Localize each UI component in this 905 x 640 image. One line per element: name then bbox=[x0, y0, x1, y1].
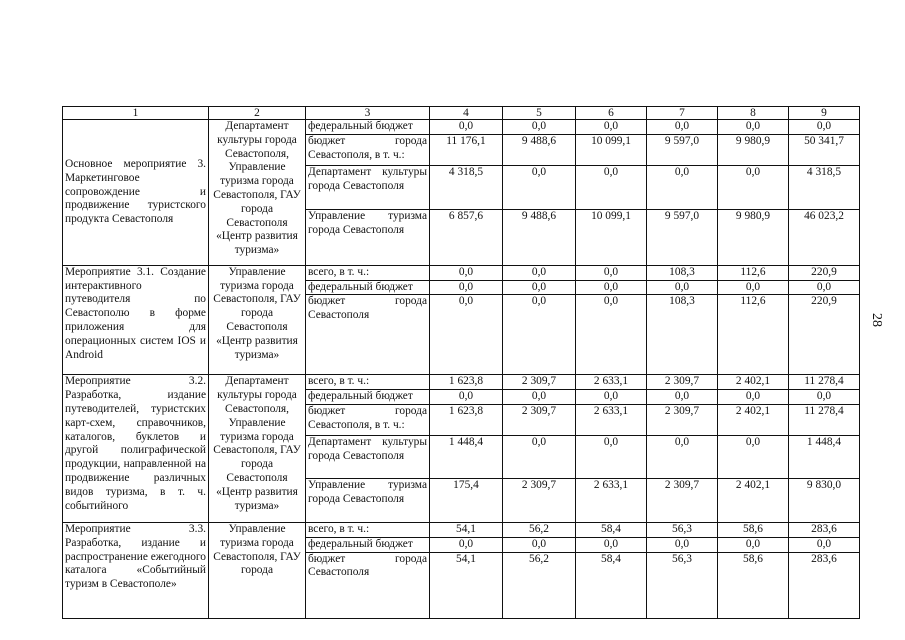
executor-cell: Департамент культуры города Севастополя, Управление туризма города Севастополя, ГАУ города Севастополя «Центр развития туризма» bbox=[209, 120, 306, 266]
amount-cell-year-5: 0,0 bbox=[718, 435, 789, 478]
event-name-cell: Мероприятие 3.1. Создание интерактивного путеводителя по Севастополю в форме приложения для операционных систем IOS и Android bbox=[63, 265, 209, 375]
amount-cell-year-4: 0,0 bbox=[647, 280, 718, 295]
funding-source-cell: Департамент культуры города Севастополя bbox=[306, 165, 430, 209]
funding-source-cell: всего, в т. ч.: bbox=[306, 375, 430, 390]
header-cell: 1 bbox=[63, 107, 209, 120]
amount-cell-year-3: 2 633,1 bbox=[576, 404, 647, 435]
amount-cell-year-1: 1 623,8 bbox=[430, 375, 503, 390]
header-row bbox=[63, 107, 860, 120]
amount-cell-year-5: 9 980,9 bbox=[718, 134, 789, 165]
funding-source-cell: всего, в т. ч.: bbox=[306, 265, 430, 280]
amount-cell-total: 0,0 bbox=[789, 280, 860, 295]
header-cell: 3 bbox=[306, 107, 430, 120]
amount-cell-year-1: 4 318,5 bbox=[430, 165, 503, 209]
amount-cell-year-3: 58,4 bbox=[576, 552, 647, 618]
amount-cell-total: 9 830,0 bbox=[789, 478, 860, 522]
event-name-cell: Мероприятие 3.2. Разработка, издание путеводителей, туристских карт-схем, справочников, каталогов, буклетов и другой полиграфической продукции, направленной на продвижение различных видов туризма, в т. ч. событийного bbox=[63, 375, 209, 523]
amount-cell-year-5: 2 402,1 bbox=[718, 404, 789, 435]
table-row bbox=[63, 522, 860, 537]
table-row bbox=[63, 120, 860, 135]
amount-cell-year-3: 0,0 bbox=[576, 280, 647, 295]
amount-cell-year-5: 0,0 bbox=[718, 120, 789, 135]
amount-cell-year-5: 2 402,1 bbox=[718, 478, 789, 522]
amount-cell-year-1: 175,4 bbox=[430, 478, 503, 522]
amount-cell-year-4: 56,3 bbox=[647, 552, 718, 618]
amount-cell-year-5: 0,0 bbox=[718, 390, 789, 405]
funding-source-cell: бюджет города Севастополя, в т. ч.: bbox=[306, 404, 430, 435]
amount-cell-year-4: 0,0 bbox=[647, 120, 718, 135]
amount-cell-year-4: 108,3 bbox=[647, 295, 718, 375]
amount-cell-year-1: 11 176,1 bbox=[430, 134, 503, 165]
funding-source-cell: бюджет города Севастополя bbox=[306, 295, 430, 375]
amount-cell-year-5: 112,6 bbox=[718, 295, 789, 375]
amount-cell-year-1: 1 448,4 bbox=[430, 435, 503, 478]
amount-cell-year-2: 0,0 bbox=[503, 280, 576, 295]
amount-cell-year-1: 0,0 bbox=[430, 120, 503, 135]
amount-cell-year-1: 1 623,8 bbox=[430, 404, 503, 435]
executor-cell: Департамент культуры города Севастополя, Управление туризма города Севастополя, ГАУ города Севастополя «Центр развития туризма» bbox=[209, 375, 306, 523]
amount-cell-year-2: 0,0 bbox=[503, 537, 576, 552]
amount-cell-year-2: 2 309,7 bbox=[503, 404, 576, 435]
amount-cell-year-1: 0,0 bbox=[430, 390, 503, 405]
amount-cell-year-1: 0,0 bbox=[430, 265, 503, 280]
funding-source-cell: бюджет города Севастополя, в т. ч.: bbox=[306, 134, 430, 165]
amount-cell-year-4: 0,0 bbox=[647, 165, 718, 209]
amount-cell-total: 283,6 bbox=[789, 522, 860, 537]
event-name-cell: Мероприятие 3.3. Разработка, издание и распространение ежегодного каталога «Событийный туризм в Севастополе» bbox=[63, 522, 209, 618]
funding-source-cell: федеральный бюджет bbox=[306, 120, 430, 135]
event-name-cell: Основное мероприятие 3. Маркетинговое сопровождение и продвижение туристского продукта Севастополя bbox=[63, 120, 209, 266]
amount-cell-year-4: 0,0 bbox=[647, 435, 718, 478]
amount-cell-year-3: 10 099,1 bbox=[576, 134, 647, 165]
amount-cell-year-1: 0,0 bbox=[430, 295, 503, 375]
amount-cell-total: 0,0 bbox=[789, 120, 860, 135]
amount-cell-year-2: 0,0 bbox=[503, 435, 576, 478]
amount-cell-year-4: 2 309,7 bbox=[647, 375, 718, 390]
amount-cell-year-1: 54,1 bbox=[430, 522, 503, 537]
funding-source-cell: Управление туризма города Севастополя bbox=[306, 209, 430, 265]
funding-source-cell: федеральный бюджет bbox=[306, 390, 430, 405]
amount-cell-year-2: 0,0 bbox=[503, 120, 576, 135]
amount-cell-year-3: 0,0 bbox=[576, 120, 647, 135]
amount-cell-year-3: 10 099,1 bbox=[576, 209, 647, 265]
amount-cell-total: 1 448,4 bbox=[789, 435, 860, 478]
amount-cell-year-3: 2 633,1 bbox=[576, 478, 647, 522]
amount-cell-year-4: 108,3 bbox=[647, 265, 718, 280]
amount-cell-total: 11 278,4 bbox=[789, 404, 860, 435]
amount-cell-year-3: 0,0 bbox=[576, 537, 647, 552]
amount-cell-year-2: 56,2 bbox=[503, 552, 576, 618]
budget-table-body bbox=[63, 107, 860, 619]
amount-cell-total: 4 318,5 bbox=[789, 165, 860, 209]
amount-cell-year-3: 58,4 bbox=[576, 522, 647, 537]
funding-source-cell: Управление туризма города Севастополя bbox=[306, 478, 430, 522]
amount-cell-year-5: 112,6 bbox=[718, 265, 789, 280]
header-cell: 6 bbox=[576, 107, 647, 120]
amount-cell-year-2: 9 488,6 bbox=[503, 209, 576, 265]
table-row bbox=[63, 375, 860, 390]
amount-cell-total: 283,6 bbox=[789, 552, 860, 618]
amount-cell-year-2: 56,2 bbox=[503, 522, 576, 537]
amount-cell-year-3: 0,0 bbox=[576, 435, 647, 478]
amount-cell-year-3: 0,0 bbox=[576, 295, 647, 375]
page-number: 28 bbox=[869, 313, 884, 327]
amount-cell-year-1: 0,0 bbox=[430, 537, 503, 552]
amount-cell-year-2: 0,0 bbox=[503, 265, 576, 280]
amount-cell-year-4: 56,3 bbox=[647, 522, 718, 537]
amount-cell-year-4: 2 309,7 bbox=[647, 404, 718, 435]
header-cell: 7 bbox=[647, 107, 718, 120]
amount-cell-year-4: 0,0 bbox=[647, 537, 718, 552]
amount-cell-year-2: 0,0 bbox=[503, 165, 576, 209]
funding-source-cell: Департамент культуры города Севастополя bbox=[306, 435, 430, 478]
amount-cell-year-5: 9 980,9 bbox=[718, 209, 789, 265]
header-cell: 5 bbox=[503, 107, 576, 120]
funding-source-cell: всего, в т. ч.: bbox=[306, 522, 430, 537]
header-cell: 9 bbox=[789, 107, 860, 120]
header-cell: 8 bbox=[718, 107, 789, 120]
budget-table bbox=[62, 106, 860, 619]
amount-cell-year-2: 2 309,7 bbox=[503, 478, 576, 522]
amount-cell-year-3: 2 633,1 bbox=[576, 375, 647, 390]
amount-cell-year-1: 6 857,6 bbox=[430, 209, 503, 265]
funding-source-cell: федеральный бюджет bbox=[306, 280, 430, 295]
amount-cell-year-3: 0,0 bbox=[576, 165, 647, 209]
amount-cell-year-2: 2 309,7 bbox=[503, 375, 576, 390]
amount-cell-year-5: 58,6 bbox=[718, 552, 789, 618]
amount-cell-year-4: 9 597,0 bbox=[647, 209, 718, 265]
amount-cell-total: 46 023,2 bbox=[789, 209, 860, 265]
amount-cell-year-5: 0,0 bbox=[718, 165, 789, 209]
amount-cell-year-5: 0,0 bbox=[718, 280, 789, 295]
amount-cell-year-2: 0,0 bbox=[503, 295, 576, 375]
table-row bbox=[63, 265, 860, 280]
amount-cell-year-4: 9 597,0 bbox=[647, 134, 718, 165]
amount-cell-year-1: 0,0 bbox=[430, 280, 503, 295]
amount-cell-total: 0,0 bbox=[789, 537, 860, 552]
amount-cell-year-3: 0,0 bbox=[576, 390, 647, 405]
amount-cell-total: 0,0 bbox=[789, 390, 860, 405]
amount-cell-year-2: 9 488,6 bbox=[503, 134, 576, 165]
funding-source-cell: бюджет города Севастополя bbox=[306, 552, 430, 618]
amount-cell-total: 11 278,4 bbox=[789, 375, 860, 390]
amount-cell-year-2: 0,0 bbox=[503, 390, 576, 405]
amount-cell-year-4: 2 309,7 bbox=[647, 478, 718, 522]
executor-cell: Управление туризма города Севастополя, ГАУ города bbox=[209, 522, 306, 618]
funding-source-cell: федеральный бюджет bbox=[306, 537, 430, 552]
amount-cell-total: 220,9 bbox=[789, 265, 860, 280]
amount-cell-year-5: 58,6 bbox=[718, 522, 789, 537]
amount-cell-year-1: 54,1 bbox=[430, 552, 503, 618]
header-cell: 4 bbox=[430, 107, 503, 120]
amount-cell-year-3: 0,0 bbox=[576, 265, 647, 280]
amount-cell-total: 50 341,7 bbox=[789, 134, 860, 165]
amount-cell-total: 220,9 bbox=[789, 295, 860, 375]
header-cell: 2 bbox=[209, 107, 306, 120]
amount-cell-year-5: 2 402,1 bbox=[718, 375, 789, 390]
amount-cell-year-4: 0,0 bbox=[647, 390, 718, 405]
amount-cell-year-5: 0,0 bbox=[718, 537, 789, 552]
executor-cell: Управление туризма города Севастополя, ГАУ города Севастополя «Центр развития туризма» bbox=[209, 265, 306, 375]
